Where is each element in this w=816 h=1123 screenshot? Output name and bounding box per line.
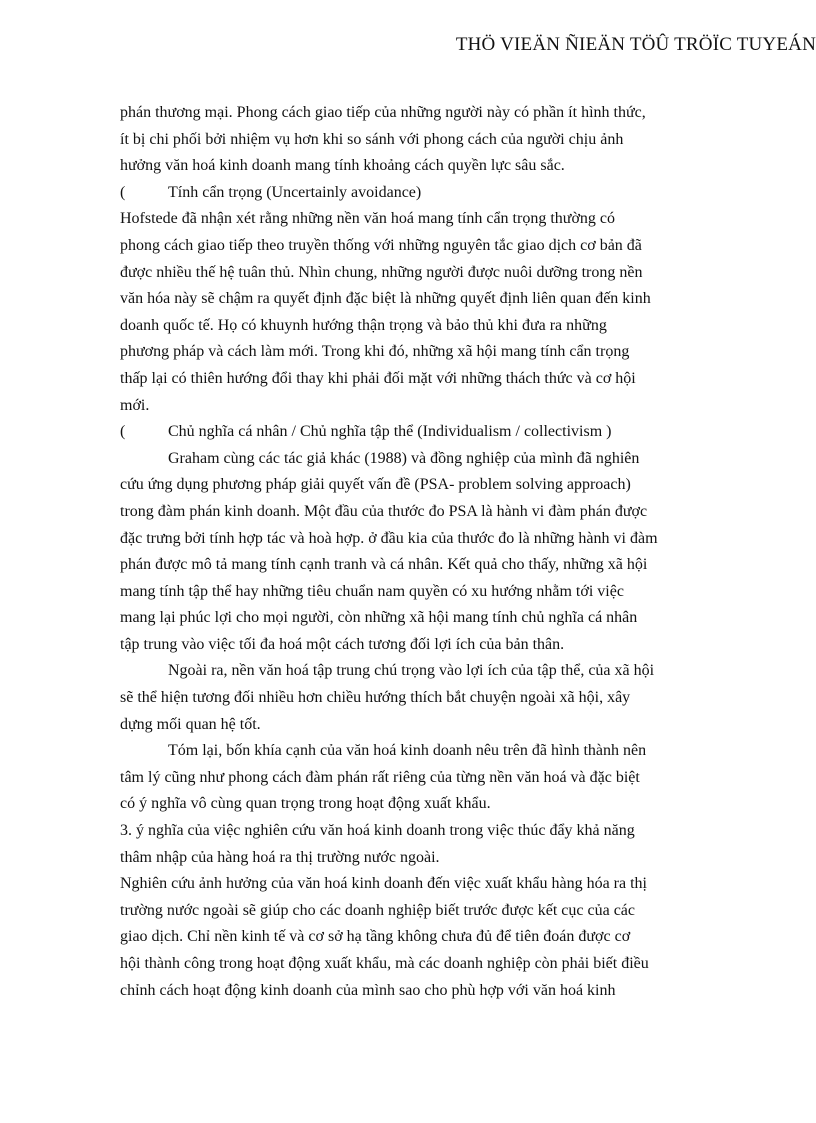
page-body: [120, 100, 720, 1004]
text-line: mang tính tập thể hay những tiêu chuẩn nam quyền có xu hướng nhằm tới việc: [120, 582, 624, 600]
text-line: mới.: [120, 396, 150, 414]
bullet-heading: Tính cẩn trọng (Uncertainly avoidance): [168, 183, 422, 201]
text-line: cứu ứng dụng phương pháp giải quyết vấn đề (PSA- problem solving approach): [120, 476, 631, 494]
text-line: Tóm lại, bốn khía cạnh của văn hoá kinh doanh nêu trên đã hình thành nên: [168, 742, 647, 760]
bullet-mark: (: [120, 423, 126, 441]
text-line: có ý nghĩa vô cùng quan trọng trong hoạt động xuất khẩu.: [120, 795, 491, 813]
text-line: hội thành công trong hoạt động xuất khẩu, mà các doanh nghiệp còn phải biết điều: [120, 955, 649, 972]
bullet-heading: Chủ nghĩa cá nhân / Chủ nghĩa tập thể (Individualism / collectivism ): [168, 423, 612, 441]
text-line: giao dịch. Chỉ nền kinh tế và cơ sở hạ tầng không chưa đủ để tiên đoán được cơ: [120, 928, 631, 946]
paragraph-research-importance: [120, 871, 720, 1004]
text-line: phong cách giao tiếp theo truyền thống với những nguyên tắc giao dịch cơ bản đã: [120, 236, 642, 254]
paragraph-collectivism: [120, 658, 720, 738]
paragraph-uncertainty-avoidance: [120, 206, 720, 419]
text-line: văn hóa này sẽ chậm ra quyết định đặc biệt là những quyết định liên quan đến kinh: [120, 290, 651, 308]
text-line: phương pháp và cách làm mới. Trong khi đó, những xã hội mang tính cẩn trọng: [120, 343, 630, 361]
text-line: phán được mô tả mang tính cạnh tranh và cá nhân. Kết quả cho thấy, những xã hội: [120, 556, 648, 574]
bullet-individualism: [120, 419, 720, 446]
text-line: dựng mối quan hệ tốt.: [120, 715, 261, 733]
text-line: đặc trưng bởi tính hợp tác và hoà hợp. ở đầu kia của thước đo là những hành vi đàm: [120, 529, 658, 547]
text-line: thấp lại có thiên hướng đổi thay khi phải đối mặt với những thách thức và cơ hội: [120, 369, 636, 387]
section-heading-3: [120, 818, 720, 871]
text-line: Nghiên cứu ảnh hưởng của văn hoá kinh doanh đến việc xuất khẩu hàng hóa ra thị: [120, 875, 647, 893]
text-line: tâm lý cũng như phong cách đàm phán rất riêng của từng nền văn hoá và đặc biệt: [120, 768, 640, 786]
bullet-uncertainty-avoidance: [120, 180, 720, 207]
text-line: hưởng văn hoá kinh doanh mang tính khoảng cách quyền lực sâu sắc.: [120, 157, 565, 175]
text-line: 3. ý nghĩa của việc nghiên cứu văn hoá kinh doanh trong việc thúc đẩy khả năng: [120, 822, 635, 840]
text-line: trường nước ngoài sẽ giúp cho các doanh nghiệp biết trước được kết cục của các: [120, 901, 636, 919]
paragraph-graham-study: [120, 446, 720, 659]
library-header: THÖ VIEÄN ÑIEÄN TÖÛ TRÖÏC TUYEÁN: [455, 34, 816, 55]
text-line: doanh quốc tế. Họ có khuynh hướng thận trọng và bảo thủ khi đưa ra những: [120, 316, 607, 334]
text-line: được nhiều thế hệ tuân thủ. Nhìn chung, những người được nuôi dưỡng trong nền: [120, 263, 643, 281]
paragraph-power-distance-end: [120, 100, 720, 180]
paragraph-summary: [120, 738, 720, 818]
text-line: Ngoài ra, nền văn hoá tập trung chú trọng vào lợi ích của tập thể, của xã hội: [168, 662, 655, 680]
text-line: thâm nhập của hàng hoá ra thị trường nước ngoài.: [120, 848, 440, 866]
text-line: Hofstede đã nhận xét rằng những nền văn hoá mang tính cẩn trọng thường có: [120, 210, 616, 228]
text-line: trong đàm phán kinh doanh. Một đầu của thước đo PSA là hành vi đàm phán được: [120, 502, 648, 520]
text-line: tập trung vào việc tối đa hoá một cách tương đối lợi ích của bản thân.: [120, 635, 565, 653]
text-line: ít bị chi phối bởi nhiệm vụ hơn khi so sánh với phong cách của người chịu ảnh: [120, 130, 624, 148]
text-line: phán thương mại. Phong cách giao tiếp của những người này có phần ít hình thức,: [120, 104, 646, 121]
text-line: Graham cùng các tác giả khác (1988) và đồng nghiệp của mình đã nghiên: [168, 449, 640, 467]
bullet-mark: (: [120, 183, 126, 201]
text-line: sẽ thể hiện tương đối nhiều hơn chiều hướng thích bắt chuyện ngoài xã hội, xây: [120, 689, 631, 707]
text-line: chỉnh cách hoạt động kinh doanh của mình sao cho phù hợp với văn hoá kinh: [120, 981, 616, 999]
text-line: mang lại phúc lợi cho mọi người, còn những xã hội mang tính chủ nghĩa cá nhân: [120, 609, 638, 627]
